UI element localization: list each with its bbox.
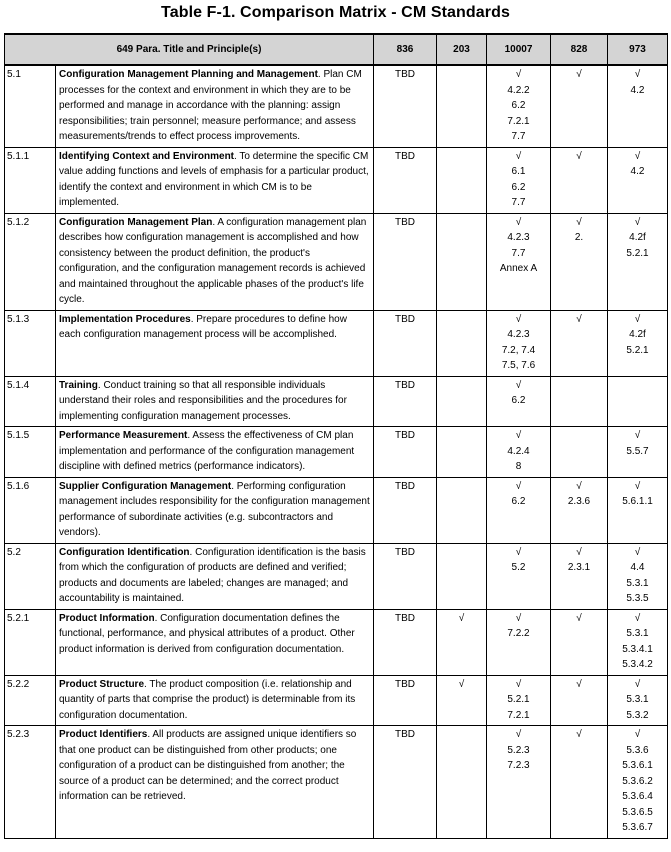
cell-203 — [437, 609, 487, 675]
cell-836: TBD — [374, 427, 437, 478]
principle-description — [56, 427, 374, 478]
reference-entry: 5.3.4.2 — [622, 659, 653, 670]
principle-description — [56, 65, 374, 147]
reference-entry: 5.3.2 — [626, 709, 649, 721]
cell-828 — [551, 726, 608, 839]
cell-973 — [608, 65, 668, 147]
cell-836: TBD — [374, 477, 437, 543]
reference-entry: 7.7 — [511, 131, 526, 142]
cell-10007 — [487, 213, 551, 310]
table-row — [5, 147, 668, 213]
cell-10007 — [487, 147, 551, 213]
reference-entry: 6.2 — [511, 496, 526, 507]
principle-description — [56, 477, 374, 543]
cell-828 — [551, 65, 608, 147]
reference-entry: √ — [515, 150, 522, 162]
cell-203 — [437, 726, 487, 839]
table-row — [5, 65, 668, 147]
reference-entry: √ — [515, 313, 522, 325]
principle-text: . Plan CM processes for the context and environment in which they are to be performed and manage in accordance with the planning: assign responsibilities; train personnel; measure performance; and assess measurements/trends to effect process improvements. — [59, 69, 362, 142]
cell-828 — [551, 675, 608, 726]
reference-entry: √ — [634, 69, 641, 80]
principle-description — [56, 213, 374, 310]
cell-10007 — [487, 427, 551, 478]
principle-text: . A configuration management plan describes how configuration management is accomplished and how consistency between the product definition, the product's configuration, and the configuration management records is achieved and maintained throughout the applicable phases of the product's life cycle. — [59, 216, 367, 305]
reference-entry: 5.3.4.1 — [622, 643, 653, 655]
reference-entry: √ — [515, 480, 522, 492]
principle-description — [56, 726, 374, 839]
principle-title: Product Information — [59, 612, 155, 624]
table-body — [5, 65, 668, 838]
column-header-828: 828 — [551, 34, 608, 65]
reference-entry: √ — [515, 612, 522, 624]
reference-entry: √ — [576, 678, 582, 690]
table-row — [5, 543, 668, 609]
reference-entry: 4.2f — [629, 329, 646, 340]
paragraph-number: 5.1.1 — [5, 147, 56, 213]
principle-title: Configuration Management Planning and Management — [59, 69, 318, 80]
principle-title: Configuration Management Plan — [59, 216, 213, 228]
reference-entry: √ — [634, 216, 641, 228]
paragraph-number: 5.2.1 — [5, 609, 56, 675]
reference-entry: √ — [576, 729, 582, 740]
reference-entry: √ — [515, 216, 522, 228]
reference-entry: 5.3.5 — [626, 593, 649, 604]
reference-entry: 5.3.6.1 — [622, 760, 653, 771]
principle-text: . Assess the effectiveness of CM plan implementation and performance of the configuration management discipline with defined metrics (performance indicators). — [59, 430, 355, 472]
reference-entry: 2. — [574, 232, 584, 243]
principle-text: . All products are assigned unique identifiers so that one product can be distinguished from other products; one configuration of a product can be distinguished from another; the source of a product can be determined; and the correct product information can be retrieved. — [59, 729, 357, 802]
reference-entry: √ — [576, 216, 582, 228]
table-row — [5, 213, 668, 310]
reference-entry: 6.1 — [511, 166, 526, 177]
reference-entry: 7.5, 7.6 — [501, 360, 536, 371]
reference-entry: 2.3.1 — [567, 562, 591, 573]
reference-entry: 5.2.3 — [507, 744, 530, 756]
paragraph-number: 5.1.3 — [5, 310, 56, 376]
principle-title: Product Structure — [59, 678, 145, 690]
cell-973 — [608, 543, 668, 609]
reference-entry: √ — [634, 313, 641, 325]
reference-entry: 4.2 — [630, 84, 645, 96]
reference-entry: 7.2.1 — [507, 115, 530, 127]
principle-description — [56, 675, 374, 726]
reference-entry: √ — [576, 313, 582, 325]
reference-entry: √ — [515, 546, 522, 558]
reference-entry: 5.2.1 — [626, 344, 649, 356]
reference-entry: √ — [515, 729, 522, 740]
principle-text: . Configuration identification is the basis from which the configuration of products are defined and verified; products and documents are labeled; changes are managed; and accountability is maintained. — [59, 546, 366, 604]
reference-entry: 4.2.3 — [507, 232, 530, 243]
reference-entry: 5.2.1 — [626, 247, 649, 259]
principle-description — [56, 376, 374, 427]
cell-828 — [551, 543, 608, 609]
cell-973 — [608, 477, 668, 543]
column-header-10007: 10007 — [487, 34, 551, 65]
cell-836: TBD — [374, 213, 437, 310]
table-row — [5, 427, 668, 478]
reference-entry: 4.2.2 — [507, 84, 530, 96]
cell-828 — [551, 213, 608, 310]
paragraph-number: 5.2.2 — [5, 675, 56, 726]
cell-203 — [437, 213, 487, 310]
cell-203 — [437, 477, 487, 543]
column-header-973: 973 — [608, 34, 668, 65]
reference-entry: √ — [634, 430, 641, 441]
principle-title: Training — [59, 379, 98, 391]
paragraph-number: 5.1.6 — [5, 477, 56, 543]
reference-entry: 4.2.4 — [507, 445, 530, 457]
reference-entry: 4.4 — [630, 562, 645, 573]
table-row — [5, 477, 668, 543]
reference-entry: √ — [634, 546, 641, 558]
principle-text: . Configuration documentation defines the functional, performance, and physical attributes of a product. Other product information is derived from configuration documentation. — [59, 612, 355, 655]
cell-203 — [437, 310, 487, 376]
cell-10007 — [487, 609, 551, 675]
cell-10007 — [487, 477, 551, 543]
cell-828 — [551, 427, 608, 478]
reference-entry: 6.2 — [511, 181, 526, 193]
cell-828 — [551, 477, 608, 543]
column-header-836: 836 — [374, 34, 437, 65]
reference-entry: √ — [576, 612, 582, 624]
reference-entry: 5.3.6.4 — [622, 791, 653, 802]
reference-entry: 6.2 — [511, 100, 526, 111]
principle-text: . Performing configuration management includes responsibility for the configuration management performance of subordinate activities (e.g. subcontractors and vendors). — [59, 480, 370, 538]
reference-entry: Annex A — [499, 263, 538, 274]
reference-entry: √ — [634, 612, 641, 624]
reference-entry: √ — [515, 379, 522, 391]
reference-entry: 5.3.6 — [626, 744, 649, 756]
reference-entry: 8 — [515, 461, 522, 472]
header-row — [5, 34, 668, 65]
principle-text: . To determine the specific CM value adding functions and levels of emphasis for a particular product, identify the context and environment in which CM is to be implemented. — [59, 150, 369, 208]
cell-10007 — [487, 310, 551, 376]
cell-203 — [437, 147, 487, 213]
cell-203 — [437, 65, 487, 147]
reference-entry: √ — [515, 69, 522, 80]
reference-entry: 4.2 — [630, 166, 645, 177]
reference-entry: 7.2, 7.4 — [501, 344, 536, 356]
comparison-matrix-table — [4, 33, 668, 839]
cell-836: TBD — [374, 147, 437, 213]
reference-entry: 7.2.2 — [507, 628, 530, 639]
principle-title: Performance Measurement — [59, 430, 188, 441]
cell-10007 — [487, 376, 551, 427]
cell-10007 — [487, 543, 551, 609]
principle-text: . Prepare procedures to define how each configuration management process will be accomplished. — [59, 313, 347, 340]
principle-title: Configuration Identification — [59, 546, 190, 558]
reference-entry: √ — [515, 678, 522, 690]
cell-828 — [551, 376, 608, 427]
paragraph-number: 5.2 — [5, 543, 56, 609]
reference-entry: 7.7 — [511, 247, 526, 259]
cell-836: TBD — [374, 675, 437, 726]
cell-10007 — [487, 726, 551, 839]
paragraph-number: 5.1.2 — [5, 213, 56, 310]
principle-text: . Conduct training so that all responsible individuals understand their roles and responsibilities and the procedures for implementing configuration management processes. — [59, 379, 347, 422]
table-row — [5, 609, 668, 675]
reference-entry: 5.5.7 — [626, 445, 649, 457]
paragraph-number: 5.1.4 — [5, 376, 56, 427]
cell-836: TBD — [374, 310, 437, 376]
principle-description — [56, 609, 374, 675]
cell-10007 — [487, 675, 551, 726]
cell-973 — [608, 213, 668, 310]
reference-entry: 5.2 — [511, 562, 526, 573]
reference-entry: √ — [458, 612, 465, 624]
column-header-203: 203 — [437, 34, 487, 65]
reference-entry: 5.2.1 — [507, 694, 530, 705]
cell-836: TBD — [374, 376, 437, 427]
table-row — [5, 376, 668, 427]
table-row — [5, 310, 668, 376]
paragraph-number: 5.2.3 — [5, 726, 56, 839]
principle-title: Supplier Configuration Management — [59, 480, 232, 492]
cell-828 — [551, 609, 608, 675]
reference-entry: √ — [634, 678, 641, 690]
reference-entry: 5.3.6.5 — [622, 806, 653, 818]
table-title: Table F-1. Comparison Matrix - CM Standards — [161, 4, 510, 21]
reference-entry: 5.3.1 — [626, 577, 649, 589]
reference-entry: 7.2.1 — [507, 709, 530, 721]
principle-text: . The product composition (i.e. relationship and quantity of parts that comprise the product) is determinable from its configuration documentation. — [59, 678, 356, 721]
cell-973 — [608, 147, 668, 213]
reference-entry: 5.6.1.1 — [622, 496, 653, 507]
cell-836: TBD — [374, 609, 437, 675]
cell-836: TBD — [374, 65, 437, 147]
cell-828 — [551, 147, 608, 213]
cell-973 — [608, 609, 668, 675]
reference-entry: √ — [634, 150, 641, 162]
cell-203 — [437, 675, 487, 726]
reference-entry: 5.3.1 — [626, 694, 649, 705]
principle-description — [56, 147, 374, 213]
reference-entry: 5.3.6.7 — [622, 822, 653, 833]
reference-entry: √ — [634, 729, 641, 740]
cell-836: TBD — [374, 543, 437, 609]
reference-entry: 5.3.6.2 — [622, 775, 653, 787]
principle-description — [56, 310, 374, 376]
reference-entry: 7.7 — [511, 197, 526, 208]
cell-828 — [551, 310, 608, 376]
paragraph-number: 5.1 — [5, 65, 56, 147]
reference-entry: 7.2.3 — [507, 760, 530, 771]
principle-title: Product Identifiers — [59, 729, 148, 740]
paragraph-number: 5.1.5 — [5, 427, 56, 478]
cell-973 — [608, 376, 668, 427]
principle-title: Identifying Context and Environment — [59, 150, 235, 162]
cell-836: TBD — [374, 726, 437, 839]
reference-entry: √ — [576, 69, 582, 80]
column-header-649: 649 Para. Title and Principle(s) — [5, 34, 374, 65]
reference-entry: 6.2 — [511, 395, 526, 406]
cell-203 — [437, 376, 487, 427]
reference-entry: √ — [576, 150, 582, 162]
table-row — [5, 726, 668, 839]
cell-973 — [608, 427, 668, 478]
table-row — [5, 675, 668, 726]
principle-description — [56, 543, 374, 609]
reference-entry: √ — [576, 546, 582, 558]
reference-entry: √ — [634, 480, 641, 492]
reference-entry: 4.2.3 — [507, 329, 530, 340]
cell-203 — [437, 427, 487, 478]
cell-973 — [608, 675, 668, 726]
reference-entry: 2.3.6 — [567, 496, 591, 507]
reference-entry: 5.3.1 — [626, 628, 649, 639]
cell-10007 — [487, 65, 551, 147]
reference-entry: 4.2f — [629, 232, 646, 243]
cell-973 — [608, 726, 668, 839]
principle-title: Implementation Procedures — [59, 313, 191, 325]
cell-203 — [437, 543, 487, 609]
cell-973 — [608, 310, 668, 376]
reference-entry: √ — [515, 430, 522, 441]
reference-entry: √ — [576, 480, 582, 492]
reference-entry: √ — [458, 678, 465, 690]
